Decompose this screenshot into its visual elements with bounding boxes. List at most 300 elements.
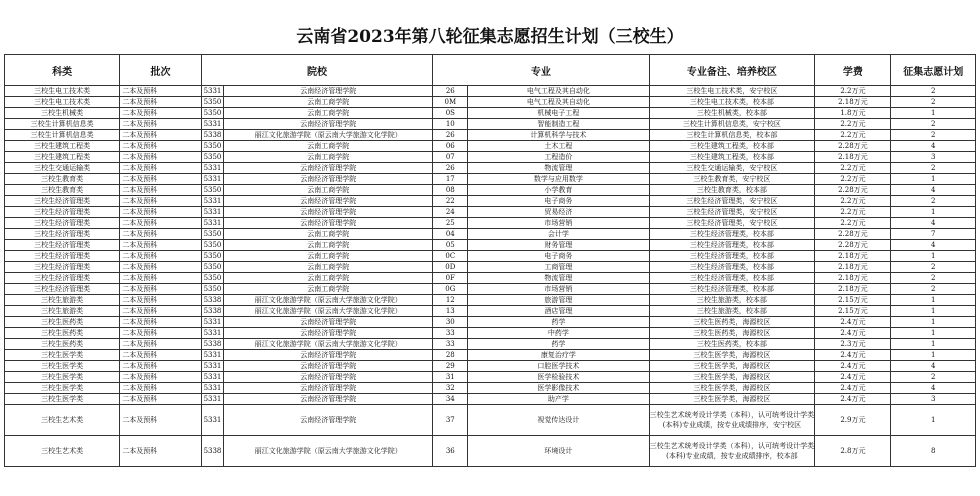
table-row bbox=[5, 218, 976, 229]
table-row bbox=[5, 229, 976, 240]
cell-school: 云南经济管理学院 bbox=[224, 383, 433, 394]
cell-batch: 二本及预科 bbox=[120, 394, 201, 405]
cell-major-code: 0M bbox=[433, 97, 468, 108]
cell-school: 云南工商学院 bbox=[224, 273, 433, 284]
cell-batch: 二本及预科 bbox=[120, 295, 201, 306]
cell-note: 三校生经济管理类，校本部 bbox=[649, 251, 815, 262]
cell-major-code: 22 bbox=[433, 196, 468, 207]
cell-category: 三校生建筑工程类 bbox=[5, 152, 120, 163]
cell-school-code: 5331 bbox=[201, 196, 224, 207]
cell-school-code: 5331 bbox=[201, 163, 224, 174]
cell-plan: 3 bbox=[891, 152, 976, 163]
cell-major-code: 04 bbox=[433, 229, 468, 240]
cell-school-code: 5338 bbox=[201, 306, 224, 317]
cell-tuition: 2.2万元 bbox=[815, 218, 891, 229]
cell-batch: 二本及预科 bbox=[120, 152, 201, 163]
cell-tuition: 2.4万元 bbox=[815, 394, 891, 405]
cell-batch: 二本及预科 bbox=[120, 185, 201, 196]
cell-major-code: 29 bbox=[433, 361, 468, 372]
table-row bbox=[5, 339, 976, 350]
cell-school-code: 5338 bbox=[201, 436, 224, 467]
cell-note: 三校生建筑工程类，校本部 bbox=[649, 152, 815, 163]
cell-major-code: 17 bbox=[433, 174, 468, 185]
table-row bbox=[5, 119, 976, 130]
cell-school: 云南经济管理学院 bbox=[224, 218, 433, 229]
cell-note: 三校生经济管理类，安宁校区 bbox=[649, 218, 815, 229]
cell-school-code: 5350 bbox=[201, 229, 224, 240]
cell-major: 电气工程及其自动化 bbox=[468, 97, 649, 108]
header-row bbox=[5, 55, 976, 86]
cell-major: 物流管理 bbox=[468, 163, 649, 174]
cell-category: 三校生机械类 bbox=[5, 108, 120, 119]
cell-major-code: 25 bbox=[433, 218, 468, 229]
cell-tuition: 2.28万元 bbox=[815, 141, 891, 152]
cell-school-code: 5350 bbox=[201, 108, 224, 119]
cell-school-code: 5350 bbox=[201, 240, 224, 251]
cell-note: 三校生经济管理类，校本部 bbox=[649, 240, 815, 251]
cell-school-code: 5331 bbox=[201, 218, 224, 229]
cell-batch: 二本及预科 bbox=[120, 306, 201, 317]
cell-tuition: 2.2万元 bbox=[815, 163, 891, 174]
table-row bbox=[5, 185, 976, 196]
table-row bbox=[5, 130, 976, 141]
cell-major-code: 0G bbox=[433, 284, 468, 295]
cell-major: 环境设计 bbox=[468, 436, 649, 467]
cell-tuition: 2.2万元 bbox=[815, 130, 891, 141]
cell-category: 三校生教育类 bbox=[5, 174, 120, 185]
cell-major-code: 32 bbox=[433, 383, 468, 394]
cell-major: 电子商务 bbox=[468, 196, 649, 207]
cell-plan: 2 bbox=[891, 97, 976, 108]
cell-major-code: 26 bbox=[433, 130, 468, 141]
header-batch: 批次 bbox=[120, 55, 201, 86]
cell-school: 云南工商学院 bbox=[224, 141, 433, 152]
cell-note: 三校生机械类，校本部 bbox=[649, 108, 815, 119]
cell-major: 数学与应用数学 bbox=[468, 174, 649, 185]
cell-plan: 1 bbox=[891, 295, 976, 306]
cell-major-code: 07 bbox=[433, 152, 468, 163]
cell-category: 三校生艺术类 bbox=[5, 405, 120, 436]
table-row bbox=[5, 284, 976, 295]
cell-major: 电子商务 bbox=[468, 251, 649, 262]
table-row bbox=[5, 86, 976, 97]
cell-major-code: 10 bbox=[433, 119, 468, 130]
cell-batch: 二本及预科 bbox=[120, 207, 201, 218]
cell-category: 三校生医学类 bbox=[5, 350, 120, 361]
cell-tuition: 2.4万元 bbox=[815, 350, 891, 361]
cell-batch: 二本及预科 bbox=[120, 163, 201, 174]
cell-category: 三校生经济管理类 bbox=[5, 273, 120, 284]
cell-note: 三校生电工技术类，校本部 bbox=[649, 97, 815, 108]
table-row bbox=[5, 262, 976, 273]
cell-school: 云南经济管理学院 bbox=[224, 317, 433, 328]
cell-tuition: 2.18万元 bbox=[815, 284, 891, 295]
cell-plan: 2 bbox=[891, 273, 976, 284]
cell-major-code: 06 bbox=[433, 141, 468, 152]
cell-school: 云南经济管理学院 bbox=[224, 372, 433, 383]
cell-major: 医学影像技术 bbox=[468, 383, 649, 394]
table-row bbox=[5, 383, 976, 394]
cell-category: 三校生经济管理类 bbox=[5, 218, 120, 229]
cell-note: 三校生经济管理类，安宁校区 bbox=[649, 207, 815, 218]
cell-category: 三校生经济管理类 bbox=[5, 229, 120, 240]
cell-tuition: 2.2万元 bbox=[815, 207, 891, 218]
cell-major: 药学 bbox=[468, 317, 649, 328]
cell-category: 三校生计算机信息类 bbox=[5, 130, 120, 141]
cell-tuition: 2.4万元 bbox=[815, 383, 891, 394]
cell-major-code: 36 bbox=[433, 436, 468, 467]
cell-major: 土木工程 bbox=[468, 141, 649, 152]
cell-tuition: 2.15万元 bbox=[815, 295, 891, 306]
cell-note: 三校生建筑工程类，校本部 bbox=[649, 141, 815, 152]
cell-tuition: 2.28万元 bbox=[815, 185, 891, 196]
cell-school: 云南经济管理学院 bbox=[224, 163, 433, 174]
cell-school-code: 5350 bbox=[201, 152, 224, 163]
cell-note: 三校生医药类，海源校区 bbox=[649, 317, 815, 328]
cell-note: 三校生交通运输类，安宁校区 bbox=[649, 163, 815, 174]
cell-school-code: 5331 bbox=[201, 174, 224, 185]
cell-plan: 1 bbox=[891, 405, 976, 436]
cell-school: 云南工商学院 bbox=[224, 229, 433, 240]
table-row bbox=[5, 174, 976, 185]
cell-school-code: 5338 bbox=[201, 339, 224, 350]
cell-major-code: 33 bbox=[433, 328, 468, 339]
header-plan: 征集志愿计划 bbox=[891, 55, 976, 86]
cell-note: 三校生医学类，海源校区 bbox=[649, 361, 815, 372]
cell-category: 三校生经济管理类 bbox=[5, 240, 120, 251]
cell-school-code: 5331 bbox=[201, 328, 224, 339]
cell-note: 三校生经济管理类，校本部 bbox=[649, 284, 815, 295]
table-row bbox=[5, 306, 976, 317]
cell-school-code: 5350 bbox=[201, 251, 224, 262]
cell-batch: 二本及预科 bbox=[120, 86, 201, 97]
cell-school-code: 5331 bbox=[201, 207, 224, 218]
cell-school-code: 5331 bbox=[201, 405, 224, 436]
cell-plan: 1 bbox=[891, 207, 976, 218]
cell-batch: 二本及预科 bbox=[120, 317, 201, 328]
table-row bbox=[5, 372, 976, 383]
cell-school: 云南工商学院 bbox=[224, 284, 433, 295]
cell-plan: 1 bbox=[891, 306, 976, 317]
cell-note: 三校生计算机信息类，安宁校区 bbox=[649, 119, 815, 130]
cell-batch: 二本及预科 bbox=[120, 273, 201, 284]
cell-plan: 1 bbox=[891, 108, 976, 119]
cell-school: 丽江文化旅游学院（原云南大学旅游文化学院） bbox=[224, 130, 433, 141]
cell-major: 智能制造工程 bbox=[468, 119, 649, 130]
cell-category: 三校生交通运输类 bbox=[5, 163, 120, 174]
cell-batch: 二本及预科 bbox=[120, 328, 201, 339]
cell-major-code: 30 bbox=[433, 317, 468, 328]
cell-batch: 二本及预科 bbox=[120, 339, 201, 350]
cell-category: 三校生旅游类 bbox=[5, 295, 120, 306]
cell-tuition: 2.4万元 bbox=[815, 361, 891, 372]
cell-school: 云南工商学院 bbox=[224, 240, 433, 251]
cell-major: 医学检验技术 bbox=[468, 372, 649, 383]
cell-school-code: 5350 bbox=[201, 141, 224, 152]
cell-note: 三校生计算机信息类，校本部 bbox=[649, 130, 815, 141]
cell-plan: 1 bbox=[891, 350, 976, 361]
cell-batch: 二本及预科 bbox=[120, 350, 201, 361]
cell-major: 市场营销 bbox=[468, 284, 649, 295]
cell-major: 视觉传达设计 bbox=[468, 405, 649, 436]
cell-plan: 4 bbox=[891, 218, 976, 229]
cell-note: 三校生经济管理类，校本部 bbox=[649, 229, 815, 240]
cell-batch: 二本及预科 bbox=[120, 262, 201, 273]
cell-category: 三校生艺术类 bbox=[5, 436, 120, 467]
table-body bbox=[5, 86, 976, 467]
header-note: 专业备注、培养校区 bbox=[649, 55, 815, 86]
cell-school: 云南经济管理学院 bbox=[224, 119, 433, 130]
cell-plan: 3 bbox=[891, 394, 976, 405]
cell-major: 计算机科学与技术 bbox=[468, 130, 649, 141]
cell-batch: 二本及预科 bbox=[120, 141, 201, 152]
cell-plan: 4 bbox=[891, 383, 976, 394]
cell-tuition: 1.8万元 bbox=[815, 108, 891, 119]
cell-note: 三校生旅游类，校本部 bbox=[649, 295, 815, 306]
cell-major-code: 13 bbox=[433, 306, 468, 317]
cell-school: 云南经济管理学院 bbox=[224, 328, 433, 339]
cell-batch: 二本及预科 bbox=[120, 436, 201, 467]
cell-school-code: 5331 bbox=[201, 86, 224, 97]
cell-tuition: 2.9万元 bbox=[815, 405, 891, 436]
cell-category: 三校生医药类 bbox=[5, 328, 120, 339]
cell-school: 云南工商学院 bbox=[224, 262, 433, 273]
cell-school: 云南经济管理学院 bbox=[224, 361, 433, 372]
cell-batch: 二本及预科 bbox=[120, 174, 201, 185]
cell-batch: 二本及预科 bbox=[120, 361, 201, 372]
cell-plan: 4 bbox=[891, 185, 976, 196]
cell-plan: 7 bbox=[891, 229, 976, 240]
cell-school: 云南经济管理学院 bbox=[224, 86, 433, 97]
cell-school-code: 5350 bbox=[201, 284, 224, 295]
cell-tuition: 2.8万元 bbox=[815, 436, 891, 467]
cell-major-code: 0C bbox=[433, 251, 468, 262]
cell-note: 三校生电工技术类，安宁校区 bbox=[649, 86, 815, 97]
table-row bbox=[5, 436, 976, 467]
cell-tuition: 2.2万元 bbox=[815, 174, 891, 185]
cell-major: 工商管理 bbox=[468, 262, 649, 273]
cell-note: 三校生旅游类，校本部 bbox=[649, 306, 815, 317]
cell-school: 云南工商学院 bbox=[224, 251, 433, 262]
table-row bbox=[5, 328, 976, 339]
cell-major: 工程造价 bbox=[468, 152, 649, 163]
header-tuition: 学费 bbox=[815, 55, 891, 86]
cell-major-code: 26 bbox=[433, 86, 468, 97]
cell-note: 三校生医药类，校本部 bbox=[649, 339, 815, 350]
table-row bbox=[5, 97, 976, 108]
cell-school: 丽江文化旅游学院（原云南大学旅游文化学院） bbox=[224, 339, 433, 350]
cell-major-code: 12 bbox=[433, 295, 468, 306]
cell-category: 三校生旅游类 bbox=[5, 306, 120, 317]
cell-note: 三校生经济管理类，校本部 bbox=[649, 273, 815, 284]
cell-plan: 4 bbox=[891, 141, 976, 152]
table-row bbox=[5, 295, 976, 306]
cell-school-code: 5350 bbox=[201, 185, 224, 196]
cell-note: 三校生医学类，海源校区 bbox=[649, 350, 815, 361]
cell-category: 三校生建筑工程类 bbox=[5, 141, 120, 152]
cell-major: 机械电子工程 bbox=[468, 108, 649, 119]
cell-category: 三校生计算机信息类 bbox=[5, 119, 120, 130]
cell-school: 云南工商学院 bbox=[224, 152, 433, 163]
cell-batch: 二本及预科 bbox=[120, 130, 201, 141]
cell-tuition: 2.18万元 bbox=[815, 262, 891, 273]
table-row bbox=[5, 273, 976, 284]
cell-major: 助产学 bbox=[468, 394, 649, 405]
cell-tuition: 2.2万元 bbox=[815, 119, 891, 130]
cell-category: 三校生医药类 bbox=[5, 339, 120, 350]
table-row bbox=[5, 108, 976, 119]
cell-school: 云南经济管理学院 bbox=[224, 350, 433, 361]
cell-major-code: 37 bbox=[433, 405, 468, 436]
cell-category: 三校生医学类 bbox=[5, 361, 120, 372]
cell-school-code: 5331 bbox=[201, 372, 224, 383]
cell-tuition: 2.18万元 bbox=[815, 251, 891, 262]
cell-plan: 4 bbox=[891, 240, 976, 251]
table-row bbox=[5, 350, 976, 361]
cell-note: 三校生医学类，海源校区 bbox=[649, 383, 815, 394]
cell-plan: 2 bbox=[891, 86, 976, 97]
table-header bbox=[5, 55, 976, 86]
cell-plan: 2 bbox=[891, 163, 976, 174]
cell-major: 会计学 bbox=[468, 229, 649, 240]
cell-plan: 2 bbox=[891, 196, 976, 207]
cell-school: 云南经济管理学院 bbox=[224, 394, 433, 405]
cell-school: 云南经济管理学院 bbox=[224, 405, 433, 436]
cell-plan: 1 bbox=[891, 174, 976, 185]
cell-major-code: 0D bbox=[433, 262, 468, 273]
cell-note: 三校生教育类，安宁校区 bbox=[649, 174, 815, 185]
cell-plan: 2 bbox=[891, 372, 976, 383]
cell-tuition: 2.2万元 bbox=[815, 196, 891, 207]
cell-category: 三校生医学类 bbox=[5, 394, 120, 405]
table-row bbox=[5, 207, 976, 218]
table-row bbox=[5, 196, 976, 207]
cell-category: 三校生医学类 bbox=[5, 372, 120, 383]
header-category: 科类 bbox=[5, 55, 120, 86]
cell-note: 三校生经济管理类，校本部 bbox=[649, 262, 815, 273]
cell-major: 电气工程及其自动化 bbox=[468, 86, 649, 97]
cell-tuition: 2.4万元 bbox=[815, 372, 891, 383]
cell-category: 三校生电工技术类 bbox=[5, 86, 120, 97]
cell-plan: 2 bbox=[891, 130, 976, 141]
cell-tuition: 2.3万元 bbox=[815, 339, 891, 350]
cell-major: 市场营销 bbox=[468, 218, 649, 229]
cell-plan: 4 bbox=[891, 361, 976, 372]
cell-major-code: 34 bbox=[433, 394, 468, 405]
cell-major: 物流管理 bbox=[468, 273, 649, 284]
cell-batch: 二本及预科 bbox=[120, 196, 201, 207]
cell-note: 三校生艺术统考设计学类（本科），认可统考设计学类(本科)专业成绩，按专业成绩排序，校本部 bbox=[649, 436, 815, 467]
table-row bbox=[5, 361, 976, 372]
table-row bbox=[5, 405, 976, 436]
cell-school: 云南经济管理学院 bbox=[224, 174, 433, 185]
cell-major: 中药学 bbox=[468, 328, 649, 339]
cell-tuition: 2.15万元 bbox=[815, 306, 891, 317]
cell-school: 云南工商学院 bbox=[224, 185, 433, 196]
cell-plan: 1 bbox=[891, 317, 976, 328]
enrollment-plan-table bbox=[4, 54, 976, 467]
cell-major: 小学教育 bbox=[468, 185, 649, 196]
cell-major-code: 05 bbox=[433, 240, 468, 251]
cell-category: 三校生经济管理类 bbox=[5, 196, 120, 207]
table-row bbox=[5, 163, 976, 174]
cell-category: 三校生医学类 bbox=[5, 383, 120, 394]
cell-school-code: 5331 bbox=[201, 394, 224, 405]
cell-major: 旅游管理 bbox=[468, 295, 649, 306]
cell-school: 丽江文化旅游学院（原云南大学旅游文化学院） bbox=[224, 436, 433, 467]
cell-major-code: 31 bbox=[433, 372, 468, 383]
cell-school-code: 5331 bbox=[201, 317, 224, 328]
cell-school-code: 5331 bbox=[201, 383, 224, 394]
cell-major: 贸易经济 bbox=[468, 207, 649, 218]
cell-school: 云南经济管理学院 bbox=[224, 196, 433, 207]
cell-category: 三校生经济管理类 bbox=[5, 262, 120, 273]
cell-school: 云南工商学院 bbox=[224, 108, 433, 119]
cell-batch: 二本及预科 bbox=[120, 372, 201, 383]
cell-plan: 1 bbox=[891, 339, 976, 350]
cell-major-code: 0S bbox=[433, 108, 468, 119]
cell-school: 丽江文化旅游学院（原云南大学旅游文化学院） bbox=[224, 295, 433, 306]
cell-note: 三校生医药类，海源校区 bbox=[649, 328, 815, 339]
cell-batch: 二本及预科 bbox=[120, 284, 201, 295]
cell-major: 口腔医学技术 bbox=[468, 361, 649, 372]
cell-school-code: 5350 bbox=[201, 273, 224, 284]
cell-plan: 2 bbox=[891, 262, 976, 273]
cell-batch: 二本及预科 bbox=[120, 97, 201, 108]
cell-category: 三校生医药类 bbox=[5, 317, 120, 328]
cell-major: 财务管理 bbox=[468, 240, 649, 251]
table-row bbox=[5, 141, 976, 152]
cell-batch: 二本及预科 bbox=[120, 251, 201, 262]
cell-school-code: 5331 bbox=[201, 361, 224, 372]
cell-major-code: 26 bbox=[433, 163, 468, 174]
cell-tuition: 2.18万元 bbox=[815, 273, 891, 284]
cell-plan: 2 bbox=[891, 284, 976, 295]
cell-major-code: 33 bbox=[433, 339, 468, 350]
cell-school-code: 5331 bbox=[201, 119, 224, 130]
cell-plan: 1 bbox=[891, 328, 976, 339]
cell-tuition: 2.4万元 bbox=[815, 317, 891, 328]
cell-major: 药学 bbox=[468, 339, 649, 350]
cell-category: 三校生经济管理类 bbox=[5, 207, 120, 218]
cell-category: 三校生教育类 bbox=[5, 185, 120, 196]
cell-school: 丽江文化旅游学院（原云南大学旅游文化学院） bbox=[224, 306, 433, 317]
cell-tuition: 2.2万元 bbox=[815, 86, 891, 97]
cell-major-code: 28 bbox=[433, 350, 468, 361]
table-row bbox=[5, 317, 976, 328]
cell-tuition: 2.18万元 bbox=[815, 152, 891, 163]
page-title: 云南省2023年第八轮征集志愿招生计划（三校生） bbox=[296, 27, 684, 47]
cell-batch: 二本及预科 bbox=[120, 240, 201, 251]
cell-school: 云南工商学院 bbox=[224, 97, 433, 108]
table-row bbox=[5, 394, 976, 405]
cell-tuition: 2.28万元 bbox=[815, 229, 891, 240]
cell-major-code: 24 bbox=[433, 207, 468, 218]
cell-school-code: 5331 bbox=[201, 350, 224, 361]
cell-plan: 8 bbox=[891, 436, 976, 467]
header-major: 专业 bbox=[433, 55, 649, 86]
cell-batch: 二本及预科 bbox=[120, 405, 201, 436]
cell-tuition: 2.28万元 bbox=[815, 240, 891, 251]
cell-note: 三校生经济管理类，安宁校区 bbox=[649, 196, 815, 207]
cell-category: 三校生电工技术类 bbox=[5, 97, 120, 108]
cell-batch: 二本及预科 bbox=[120, 383, 201, 394]
cell-major-code: 08 bbox=[433, 185, 468, 196]
cell-tuition: 2.4万元 bbox=[815, 328, 891, 339]
cell-note: 三校生医学类，海源校区 bbox=[649, 372, 815, 383]
cell-category: 三校生经济管理类 bbox=[5, 251, 120, 262]
cell-batch: 二本及预科 bbox=[120, 108, 201, 119]
